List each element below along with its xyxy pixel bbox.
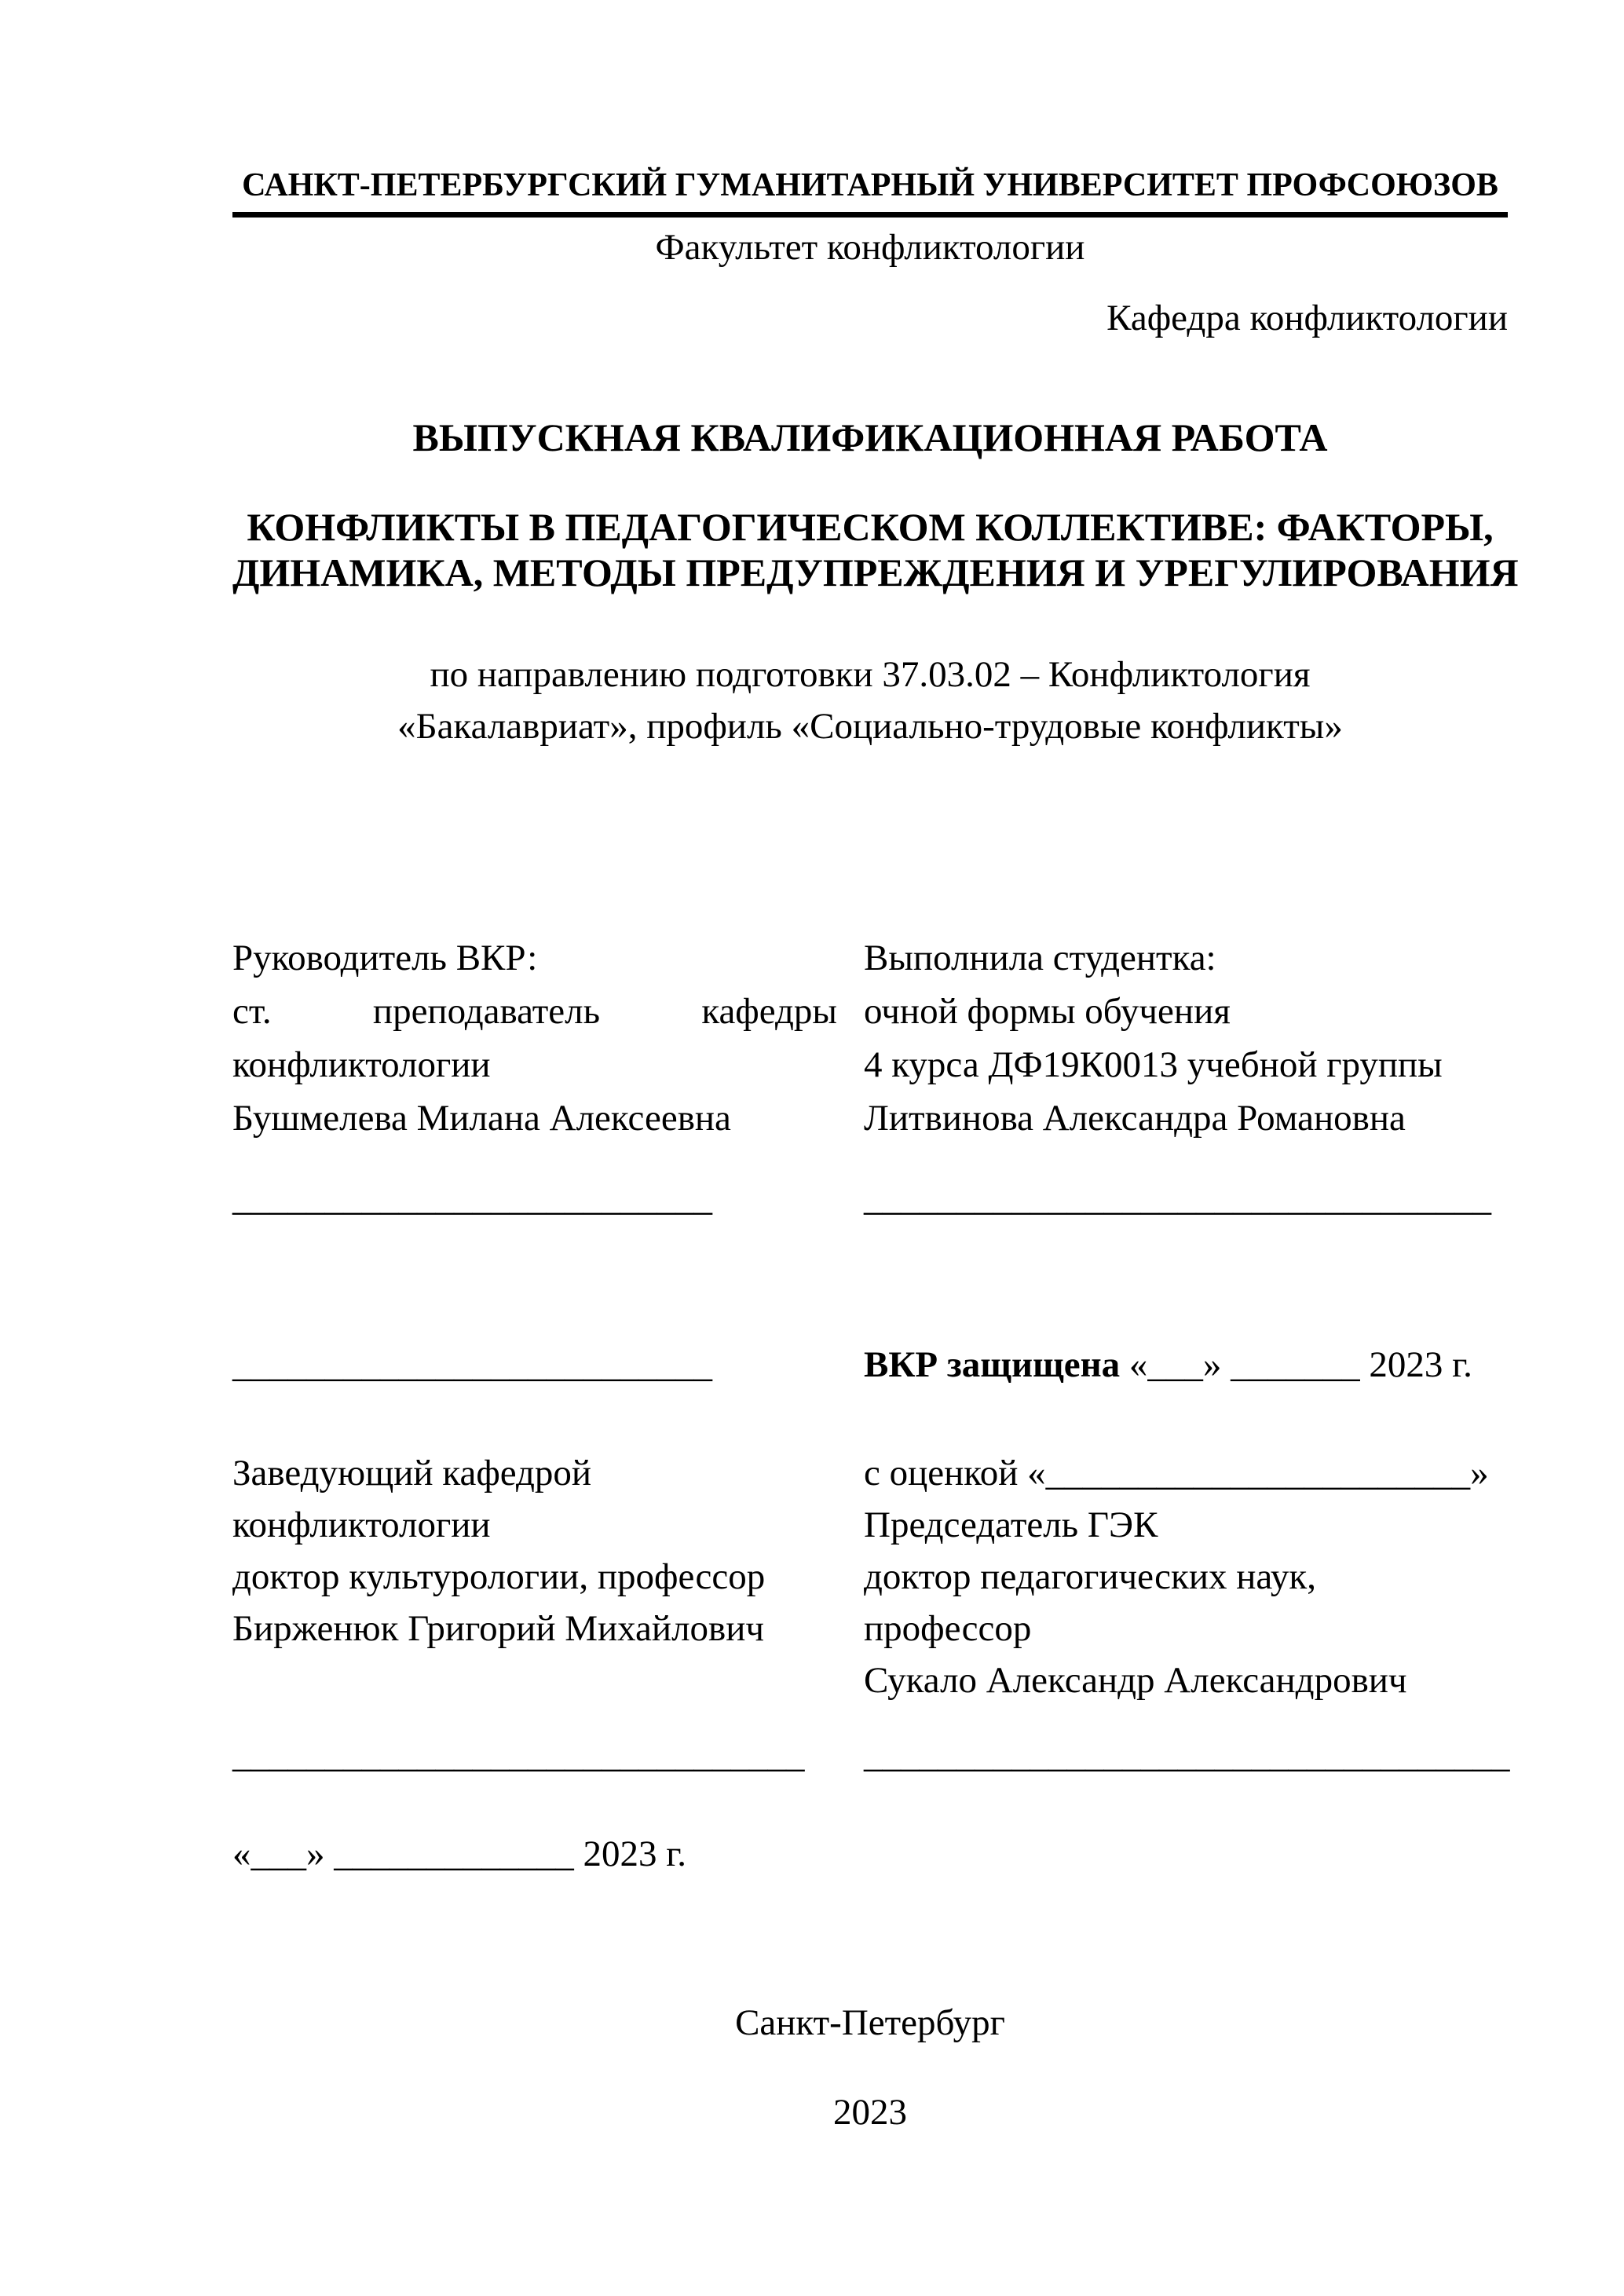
supervisor-name: Бушмелева Милана Алексеевна <box>232 1098 731 1139</box>
thesis-title <box>232 504 1519 595</box>
program-info <box>232 649 1508 752</box>
supervisor-label: Руководитель ВКР: <box>232 938 538 978</box>
head-name: Бирженюк Григорий Михайлович <box>232 1608 765 1649</box>
head-position-line1: Заведующий кафедрой <box>232 1453 592 1493</box>
student-name: Литвинова Александра Романовна <box>864 1098 1406 1139</box>
student-info-line1: очной формы обучения <box>864 991 1231 1032</box>
footer-year: 2023 <box>833 2092 907 2133</box>
student-label: Выполнила студентка: <box>864 938 1216 978</box>
university-name: САНКТ-ПЕТЕРБУРГСКИЙ ГУМАНИТАРНЫЙ УНИВЕРСИТЕТ ПРОФСОЮЗОВ <box>232 166 1508 218</box>
chairman-signature-column <box>864 1729 1508 1781</box>
student-info-line2: 4 курса ДФ19К0013 учебной группы <box>864 1044 1443 1085</box>
defense-date-blank: «___» _______ 2023 г. <box>1120 1344 1472 1385</box>
footer-city: Санкт-Петербург <box>735 2002 1005 2043</box>
defense-grade-line: с оценкой «_______________________» <box>864 1453 1489 1493</box>
chairman-signature-line: ___________________________________ <box>864 1735 1510 1775</box>
chairman-label: Председатель ГЭК <box>864 1504 1158 1545</box>
defense-date-line <box>864 1339 1508 1391</box>
student-signature-line: __________________________________ <box>864 1178 1491 1219</box>
program-direction: по направлению подготовки 37.03.02 – Конфликтология <box>430 654 1311 695</box>
head-position-line2: конфликтологии <box>232 1504 491 1545</box>
approval-block <box>232 1339 1508 1706</box>
student-column <box>864 931 1508 1225</box>
thesis-title-line2: ДИНАМИКА, МЕТОДЫ ПРЕДУПРЕЖДЕНИЯ И УРЕГУЛИРОВАНИЯ <box>232 550 1519 594</box>
signature-lines-block <box>232 1729 1508 1781</box>
head-signature-line-bottom: _______________________________ <box>232 1735 805 1775</box>
spacer <box>232 1391 837 1447</box>
head-date-line: «___» _____________ 2023 г. <box>232 1834 686 1874</box>
supervisor-position-line1: ст. преподаватель кафедры <box>232 991 837 1032</box>
program-profile: «Бакалавриат», профиль «Социально-трудовые конфликты» <box>397 706 1343 747</box>
thesis-title-line1: КОНФЛИКТЫ В ПЕДАГОГИЧЕСКОМ КОЛЛЕКТИВЕ: ФАКТОРЫ, <box>247 505 1494 549</box>
supervisor-signature-line: __________________________ <box>232 1178 712 1219</box>
head-signature-column <box>232 1729 837 1781</box>
supervisor-position-line2: конфликтологии <box>232 1044 491 1085</box>
defense-chairman-column <box>864 1339 1508 1706</box>
defense-defended-label: ВКР защищена <box>864 1344 1121 1385</box>
work-type-heading: ВЫПУСКНАЯ КВАЛИФИКАЦИОННАЯ РАБОТА <box>412 415 1328 459</box>
chairman-degree-line2: профессор <box>864 1608 1032 1649</box>
head-signature-line-top: __________________________ <box>232 1344 712 1385</box>
head-degree: доктор культурологии, профессор <box>232 1556 766 1597</box>
faculty-line: Факультет конфликтологии <box>655 227 1085 268</box>
head-of-department-column <box>232 1339 837 1706</box>
supervisor-student-block <box>232 931 1508 1225</box>
spacer <box>864 1145 1508 1172</box>
chairman-degree-line1: доктор педагогических наук, <box>864 1556 1316 1597</box>
chairman-name: Сукало Александр Александрович <box>864 1660 1407 1701</box>
supervisor-column <box>232 931 837 1225</box>
spacer <box>232 1145 837 1172</box>
spacer <box>864 1391 1508 1447</box>
department-line: Кафедра конфликтологии <box>1106 298 1508 338</box>
